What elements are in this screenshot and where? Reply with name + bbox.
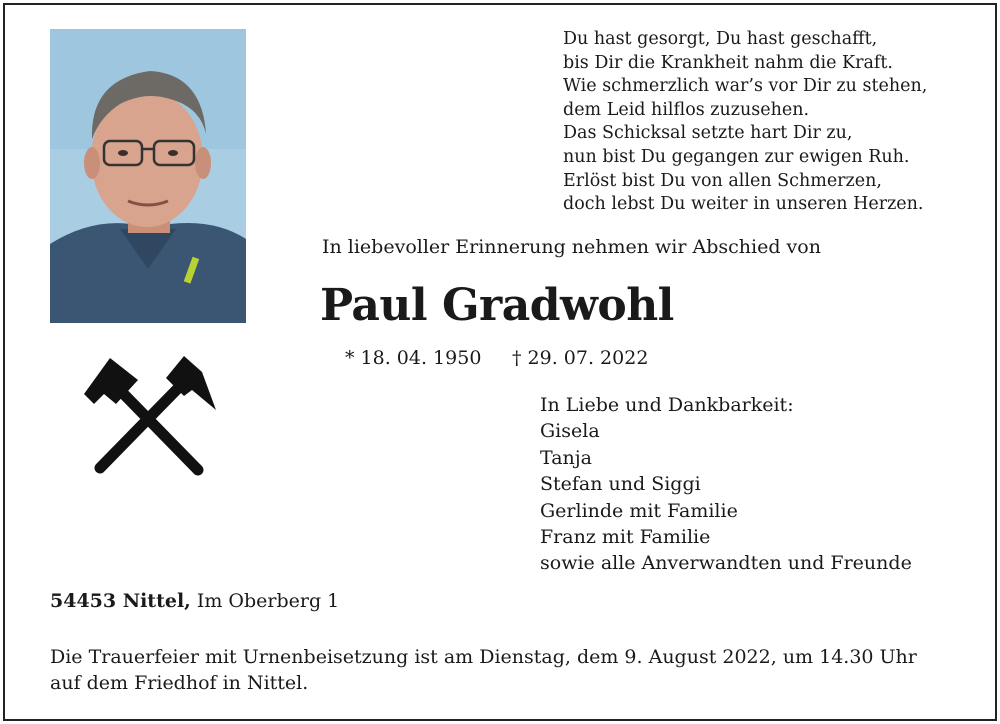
mourners-list (540, 392, 912, 577)
poem-line: Erlöst bist Du von allen Schmerzen, (563, 170, 882, 191)
address-city: 54453 Nittel, (50, 590, 191, 612)
ceremony-info (50, 644, 980, 696)
mourner-name: Stefan und Siggi (540, 473, 701, 496)
mourners-heading: In Liebe und Dankbarkeit: (540, 394, 794, 416)
ceremony-line: Die Trauerfeier mit Urnenbeisetzung ist am Dienstag, dem 9. August 2022, um 14.30 Uhr (50, 646, 917, 668)
hammer-and-pick-icon (80, 350, 220, 478)
mourner-name: Tanja (540, 446, 592, 469)
poem-line: doch lebst Du weiter in unseren Herzen. (563, 194, 924, 215)
poem-line: Das Schicksal setzte hart Dir zu, (563, 123, 853, 144)
poem-line: dem Leid hilflos zuzusehen. (563, 99, 810, 120)
mourner-name: Franz mit Familie (540, 526, 711, 549)
death-date: † 29. 07. 2022 (512, 347, 649, 369)
poem-line: bis Dir die Krankheit nahm die Kraft. (563, 52, 893, 73)
intro-text: In liebevoller Erinnerung nehmen wir Abschied von (322, 236, 821, 258)
portrait-photo (50, 29, 246, 323)
poem-line: nun bist Du gegangen zur ewigen Ruh. (563, 146, 910, 167)
ceremony-line: auf dem Friedhof in Nittel. (50, 672, 309, 694)
birth-date: * 18. 04. 1950 (345, 347, 482, 369)
address-street: Im Oberberg 1 (196, 590, 340, 612)
poem-line: Du hast gesorgt, Du hast geschafft, (563, 29, 878, 49)
address (50, 590, 339, 612)
poem-line: Wie schmerzlich war’s vor Dir zu stehen, (563, 76, 928, 97)
mourner-name: Gisela (540, 420, 600, 443)
poem (563, 28, 983, 217)
mourner-name: Gerlinde mit Familie (540, 499, 738, 522)
mourner-name: sowie alle Anverwandten und Freunde (540, 552, 912, 575)
deceased-name: Paul Gradwohl (320, 280, 674, 331)
